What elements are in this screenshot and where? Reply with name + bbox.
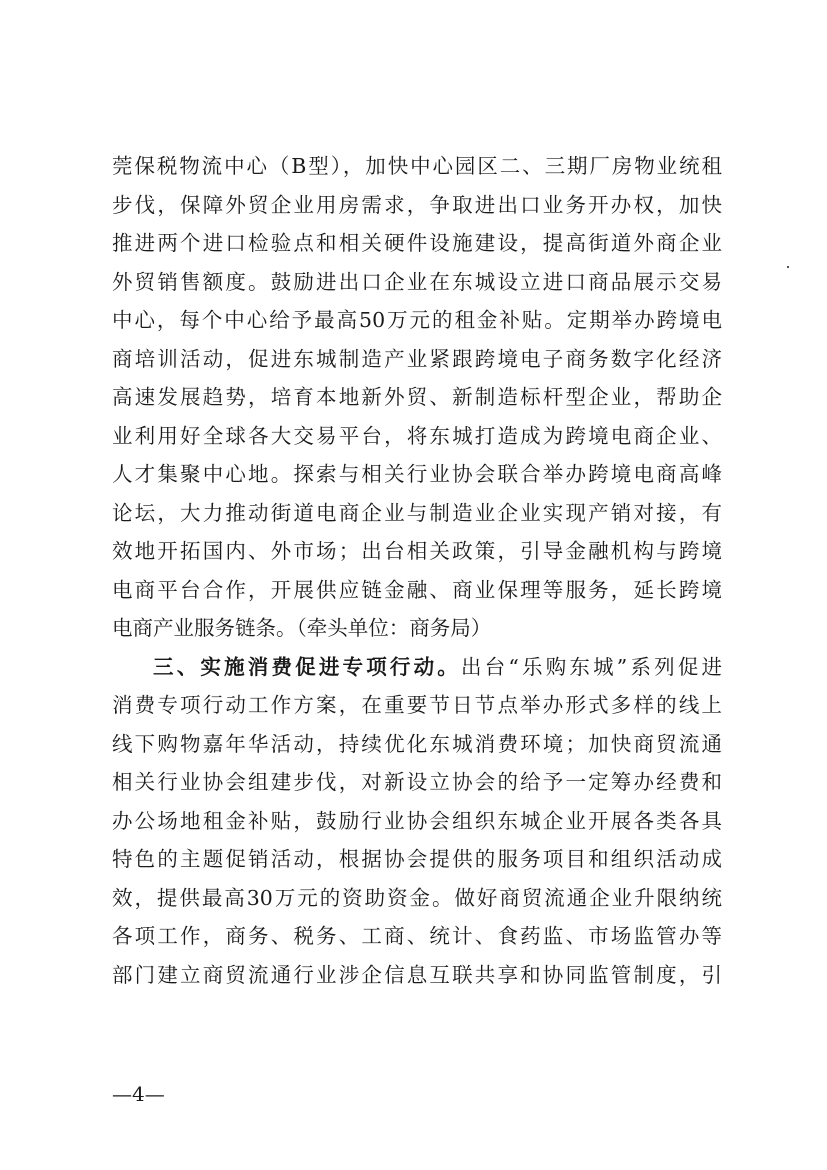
page-number: —4— [112, 1082, 165, 1106]
text-line: 办公场地租金补贴，鼓励行业协会组织东城企业开展各类各具 [112, 808, 722, 833]
text-line: 电商平台合作，开展供应链金融、商业保理等服务，延长跨境 [112, 577, 722, 602]
text-line: 业利用好全球各大交易平台，将东城打造成为跨境电商企业、 [112, 423, 722, 448]
section-first-line-text: 出台“乐购东城”系列促进 [460, 654, 723, 679]
text-line: 外贸销售额度。鼓励进出口企业在东城设立进口商品展示交易 [112, 269, 722, 294]
text-line: 商培训活动，促进东城制造产业紧跟跨境电子商务数字化经济 [112, 346, 722, 371]
text-line: 高速发展趋势，培育本地新外贸、新制造标杆型企业，帮助企 [112, 385, 722, 409]
text-line: 相关行业协会组建步伐，对新设立协会的给予一定筹办经费和 [112, 770, 722, 794]
text-line: 论坛，大力推动街道电商企业与制造业企业实现产销对接，有 [112, 500, 722, 525]
text-line: 效，提供最高30万元的资助资金。做好商贸流通企业升限纳统 [112, 885, 722, 910]
text-line: 各项工作，商务、税务、工商、统计、食药监、市场监管办等 [112, 924, 722, 948]
text-line: 莞保税物流中心（B型），加快中心园区二、三期厂房物业统租 [112, 154, 722, 178]
text-line: 线下购物嘉年华活动，持续优化东城消费环境；加快商贸流通 [112, 731, 722, 756]
text-line: 步伐，保障外贸企业用房需求，争取进出口业务开办权，加快 [112, 192, 722, 217]
text-line: 消费专项行动工作方案，在重要节日节点举办形式多样的线上 [112, 693, 722, 717]
scan-speck [787, 266, 789, 268]
text-line: 部门建立商贸流通行业涉企信息互联共享和协同监管制度，引 [112, 962, 722, 987]
text-line: 人才集聚中心地。探索与相关行业协会联合举办跨境电商高峰 [112, 462, 722, 486]
body-text [112, 147, 722, 994]
text-line: 中心，每个中心给予最高50万元的租金补贴。定期举办跨境电 [112, 308, 722, 332]
text-line: 效地开拓国内、外市场；出台相关政策，引导金融机构与跨境 [112, 539, 722, 563]
section-heading: 三、实施消费促进专项行动。 [153, 654, 461, 679]
section-first-line [112, 648, 722, 687]
text-line: 特色的主题促销活动，根据协会提供的服务项目和组织活动成 [112, 847, 722, 871]
text-line: 电商产业服务链条。（牵头单位：商务局） [112, 616, 492, 640]
text-line: 推进两个进口检验点和相关硬件设施建设，提高街道外商企业 [112, 231, 722, 255]
